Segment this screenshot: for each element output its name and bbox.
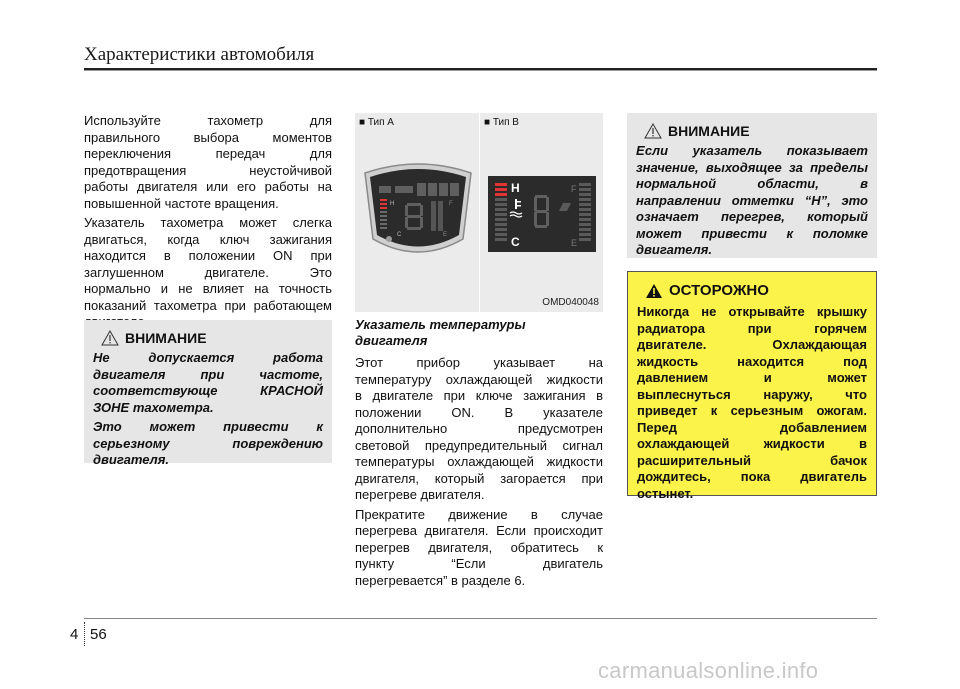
text-line: двигаться, когда ключ зажигания: [84, 231, 332, 247]
text-line: Это может привести к: [93, 419, 323, 434]
text-line: Указатель тахометра может слегка: [84, 215, 332, 230]
gauge-cluster-type-b: [487, 175, 597, 253]
text-line: радиатора при горячем: [637, 320, 867, 336]
warning-text: [93, 350, 323, 469]
warning-triangle-icon: [644, 123, 662, 139]
warning-text: [636, 143, 868, 259]
figure-label-type-a: ■ Тип A: [359, 117, 394, 128]
text-line: двигателе. Охлаждающая: [637, 337, 867, 352]
text-line: нормальной области, в: [636, 176, 868, 191]
text-line: может привести к поломке: [636, 225, 868, 241]
gauge-a-fuel-label: F: [449, 201, 453, 207]
warning-title-text: ВНИМАНИЕ: [125, 330, 207, 346]
page-header-title: Характеристики автомобиля: [84, 44, 315, 65]
footer-rule: [84, 618, 877, 619]
gauge-b-hot-label: H: [511, 181, 520, 195]
text-line: Перед добавлением: [637, 419, 867, 435]
text-line: температуру охлаждающей жидкости: [355, 371, 603, 387]
gauge-figure: [355, 113, 603, 312]
caution-triangle-icon: [645, 283, 663, 299]
text-line: перегрев двигателя, обратитесь к: [355, 539, 603, 555]
text-line: световой предупредительный сигнал: [355, 437, 603, 453]
text-line: температуры охлаждающей жидкости: [355, 454, 603, 469]
figure-code: OMD040048: [542, 297, 599, 308]
warning-box-left: [84, 320, 332, 467]
text-line: Используйте тахометр для: [84, 113, 332, 128]
caution-text: [637, 304, 867, 502]
text-line: ЗОНЕ тахометра.: [93, 399, 214, 415]
warning-title: [636, 123, 868, 139]
gauge-cluster-type-a: [359, 153, 477, 265]
text-line: направлении отметки “H”, это: [636, 192, 868, 208]
warning-box-right: [627, 113, 877, 258]
middle-paragraph-1: [355, 355, 603, 504]
text-line: выплеснуться наружу, что: [637, 386, 867, 402]
left-column: [84, 113, 332, 334]
gauge-b-fuel-full-label: F: [571, 184, 577, 194]
watermark: carmanualsonline.info: [598, 658, 819, 683]
text-line: перегревается” в разделе 6.: [355, 572, 526, 588]
text-line: Прекратите движение в случае: [355, 506, 603, 522]
text-line: пункту “Если двигатель: [355, 556, 603, 571]
text-line: правильного выбора моментов: [84, 129, 332, 145]
text-line: дополнительно предусмотрен: [355, 421, 603, 436]
text-line: приведет к серьезным ожогам.: [637, 403, 867, 418]
left-paragraph-2: [84, 215, 332, 331]
text-line: нормально и не влияет на точность: [84, 281, 332, 296]
header-rule: [84, 68, 877, 71]
warning-triangle-icon: [101, 330, 119, 346]
text-line: работы двигателя или его работы на: [84, 179, 332, 194]
gauge-b-fuel-empty-label: E: [571, 238, 578, 248]
gauge-a-hot-label: H: [390, 201, 395, 207]
text-line: соответствующе КРАСНОЙ: [93, 383, 323, 398]
gauge-a-empty-label: E: [443, 232, 448, 238]
section-subheading: [355, 317, 603, 349]
figure-divider: [479, 113, 480, 312]
gauge-b-cold-label: C: [511, 235, 520, 249]
text-line: Если указатель показывает: [636, 143, 868, 158]
gauge-a-cold-label: C: [397, 232, 402, 238]
caution-title: [637, 282, 867, 299]
text-line: Не допускается работа: [93, 350, 323, 365]
text-line: двигателя.: [93, 452, 169, 467]
text-line: положении ON. В указателе: [355, 404, 603, 420]
text-line: двигателя при частоте,: [93, 366, 323, 382]
text-line: жидкость находится под: [637, 353, 867, 369]
left-paragraph-1: [84, 113, 332, 212]
warning-title-text: ВНИМАНИЕ: [668, 123, 750, 139]
figure-label-type-b: ■ Тип B: [484, 117, 519, 128]
text-line: значение, выходящее за пределы: [636, 159, 868, 175]
page-number: 56: [90, 626, 107, 643]
text-line: перегреве двигателя.: [355, 487, 485, 502]
text-line: в двигателе при ключе зажигания в: [355, 388, 603, 403]
text-line: находится в положении ON при: [84, 248, 332, 263]
text-line: остынет.: [637, 485, 694, 501]
text-line: расширительный бачок: [637, 452, 867, 468]
text-line: двигателя.: [636, 242, 712, 257]
text-line: Никогда не открывайте крышку: [637, 304, 867, 319]
text-line: перегрева двигателя. Если происходит: [355, 523, 603, 538]
caution-title-text: ОСТОРОЖНО: [669, 282, 769, 299]
middle-column: [355, 317, 603, 592]
text-line: показаний тахометра при работающем: [84, 297, 332, 313]
text-line: предотвращения неустойчивой: [84, 162, 332, 178]
text-line: переключения передач для: [84, 146, 332, 161]
text-line: дождитесь, пока двигатель: [637, 469, 867, 484]
middle-paragraph-2: [355, 507, 603, 590]
text-line: давлением и может: [637, 370, 867, 385]
text-line: заглушенном двигателе. Это: [84, 264, 332, 280]
subheading-line: Указатель температуры: [355, 317, 526, 332]
page-number-divider: [84, 622, 85, 646]
text-line: повышенной частоте вращения.: [84, 195, 279, 211]
text-line: охлаждающей жидкости в: [637, 436, 867, 451]
section-number: 4: [70, 626, 79, 643]
caution-box: [627, 271, 877, 501]
warning-title: [93, 330, 323, 346]
text-line: серьезному повреждению: [93, 435, 323, 451]
text-line: означает перегрев, который: [636, 209, 868, 224]
text-line: двигателя, который загорается при: [355, 470, 603, 486]
coolant-temp-icon: [386, 236, 392, 242]
subheading-line: двигателя: [355, 333, 428, 348]
text-line: Этот прибор указывает на: [355, 355, 603, 370]
